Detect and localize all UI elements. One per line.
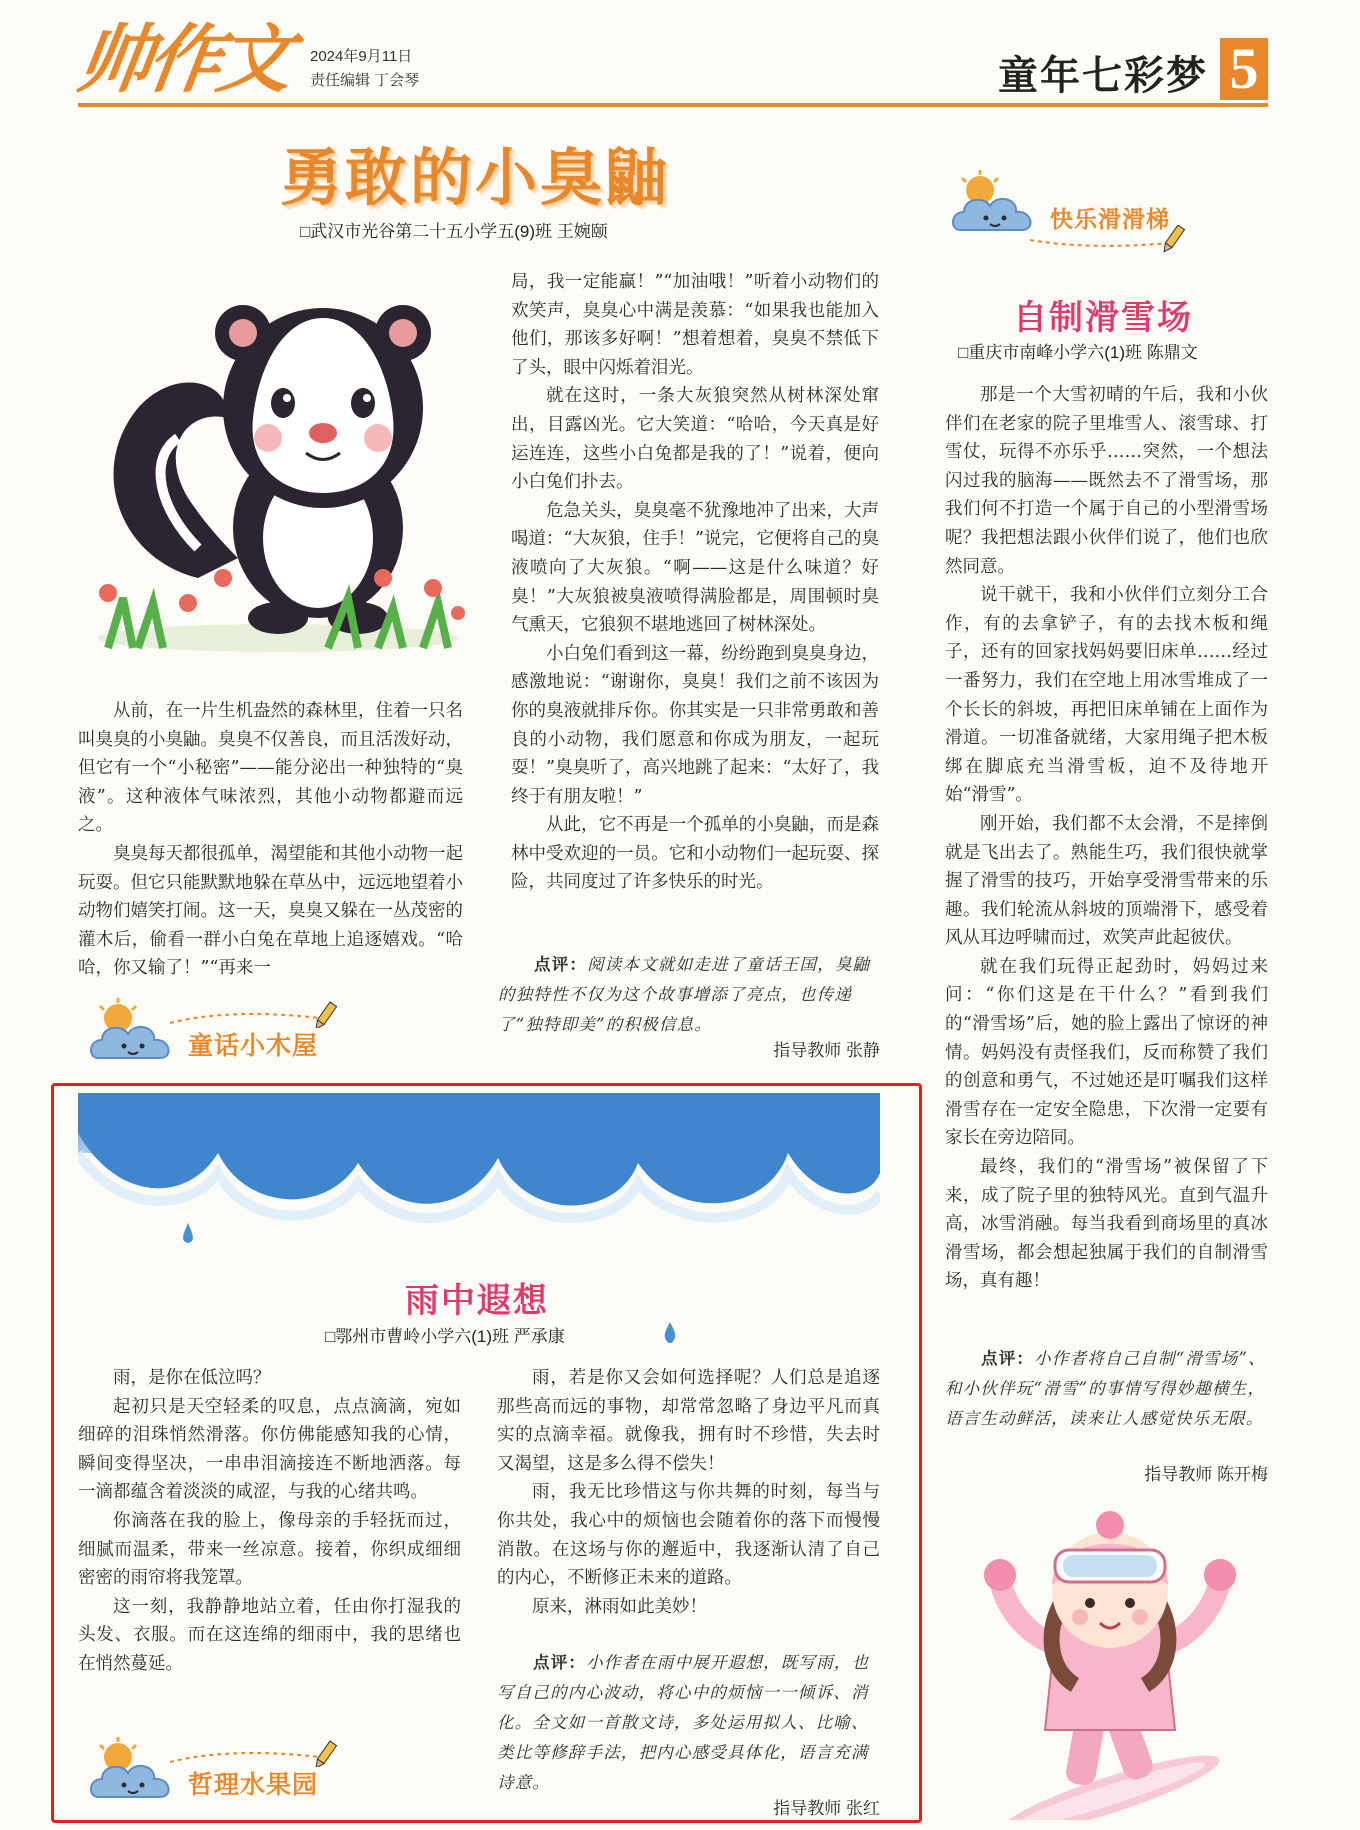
rain-article-right-column [497, 1364, 880, 1621]
section-name: 童年七彩梦 [998, 54, 1208, 98]
paragraph: 原来，淋雨如此美妙！ [532, 1596, 707, 1617]
comment-label: 点评： [981, 1349, 1035, 1368]
paragraph: 臭臭每天都很孤单，渴望能和其他小动物一起玩耍。但它只能默默地躲在草丛中，远远地望着小动物们嬉笑打闹。这一天，臭臭又躲在一丛茂密的灌木后，偷看一群小白兔在草地上追逐嬉戏。“哈哈，你又输了！”“再来一 [78, 843, 463, 979]
section-tag-label: 童话小木屋 [188, 1032, 319, 1060]
paragraph: 危急关头，臭臭毫不犹豫地冲了出来，大声喝道：“大灰狼，住手！”说完，它便将自己的臭液喷向了大灰狼。“啊——这是什么味道？好臭！”大灰狼被臭液喷得满脸都是，周围顿时臭气熏天，它狼狈不堪地逃回了树林深处。 [511, 500, 879, 636]
cloud-sun-icon [950, 168, 1040, 240]
skunk-illustration [78, 258, 478, 658]
raindrop-icon [663, 1322, 677, 1344]
paragraph: 就在这时，一条大灰狼突然从树林深处窜出，目露凶光。它大笑道：“哈哈，今天真是好运连连，这些小白兔都是我的了！”说着，便向小白兔们扑去。 [511, 386, 879, 493]
pencil-icon [170, 1737, 360, 1767]
rain-cloud-banner [78, 1093, 880, 1253]
rain-article-left-column [78, 1364, 461, 1679]
paragraph: 雨，若是你又会如何选择呢？人们总是追逐那些高而远的事物，却常常忽略了身边平凡而真实的点滴幸福。就像我，拥有时不珍惜，失去时又渴望，这是多么得不偿失！ [497, 1368, 880, 1474]
main-article-left-column [78, 697, 463, 983]
paragraph: 那是一个大雪初晴的午后，我和小伙伴们在老家的院子里堆雪人、滚雪球、打雪仗，玩得不亦乐乎……突然，一个想法闪过我的脑海——既然去不了滑雪场，那我们何不打造一个属于自己的小型滑雪场呢？我把想法跟小伙伴们说了，他们也欣然同意。 [945, 385, 1268, 577]
snow-article-comment [945, 1344, 1268, 1434]
paragraph: 从前，在一片生机盎然的森林里，住着一只名叫臭臭的小臭鼬。臭臭不仅善良，而且活泼好动，但它有一个“小秘密”——能分泌出一种独特的“臭液”。这种液体气味浓烈，其他小动物都避而远之。 [78, 701, 463, 836]
paragraph: 就在我们玩得正起劲时，妈妈过来问：“你们这是在干什么？”看到我们的“滑雪场”后，她的脸上露出了惊讶的神情。妈妈没有责怪我们，反而称赞了我们的创意和勇气，不过她还是叮嘱我们这样滑雪存在一定安全隐患，下次滑一定要有家长在旁边陪同。 [945, 956, 1268, 1149]
rain-article-byline: □鄂州市曹岭小学六(1)班 严承康 [325, 1327, 565, 1346]
main-article-byline: □武汉市光谷第二十五小学五(9)班 王婉颐 [300, 222, 608, 241]
paragraph: 这一刻，我静静地站立着，任由你打湿我的头发、衣服。而在这连绵的细雨中，我的思绪也在悄然蔓延。 [78, 1596, 461, 1674]
girl-snowboarder-illustration [975, 1495, 1245, 1820]
snow-article-title: 自制滑雪场 [1013, 299, 1193, 337]
rain-article-comment [497, 1648, 881, 1798]
snow-article-byline: □重庆市南峰小学六(1)班 陈鼎文 [958, 343, 1198, 362]
main-article-teacher: 指导教师 张静 [773, 1041, 880, 1060]
main-article-comment [498, 950, 882, 1040]
masthead-rule [78, 103, 1268, 107]
paragraph: 局，我一定能赢！”“加油哦！”听着小动物们的欢笑声，臭臭心中满是羡慕：“如果我也能加入他们，那该多好啊！”想着想着，臭臭不禁低下了头，眼中闪烁着泪光。 [511, 272, 879, 378]
page-number: 5 [1220, 38, 1268, 100]
paragraph: 小白兔们看到这一幕，纷纷跑到臭臭身边，感激地说：“谢谢你，臭臭！我们之前不该因为你的臭液就排斥你。你其实是一只非常勇敢和善良的小动物，我们愿意和你成为朋友，一起玩耍！”臭臭听了，高兴地跳了起来：“太好了，我终于有朋友啦！” [511, 643, 879, 807]
snow-article-column [945, 381, 1268, 1296]
paragraph: 起初只是天空轻柔的叹息，点点滴滴，宛如细碎的泪珠悄然滑落。你仿佛能感知我的心情，瞬间变得坚决，一串串泪滴接连不断地洒落。每一滴都蕴含着淡淡的咸涩，与我的心绪共鸣。 [78, 1396, 461, 1503]
comment-label: 点评： [534, 955, 588, 974]
section-tag-label: 快乐滑滑梯 [1050, 206, 1170, 232]
section-tag-label: 哲理水果园 [188, 1771, 319, 1799]
comment-label: 点评： [533, 1653, 587, 1672]
paragraph: 你滴落在我的脸上，像母亲的手轻抚而过，细腻而温柔，带来一丝凉意。接着，你织成细细密密的雨帘将我笼罩。 [78, 1510, 461, 1589]
main-article-title: 勇敢的小臭鼬 [280, 144, 671, 213]
paragraph: 最终，我们的“滑雪场”被保留了下来，成了院子里的独特风光。直到气温升高，冰雪消融。每当我看到商场里的真冰滑雪场，都会想起独属于我们的自制滑雪场，真有趣！ [945, 1157, 1268, 1292]
masthead-logo: 帅作文 [71, 17, 295, 103]
paragraph: 雨，我无比珍惜这与你共舞的时刻，每当与你共处，我心中的烦恼也会随着你的落下而慢慢消散。在这场与你的邂逅中，我逐渐认清了自己的内心，不断修正未来的道路。 [497, 1482, 880, 1589]
paragraph: 说干就干，我和小伙伴们立刻分工合作，有的去拿铲子，有的去找木板和绳子，还有的回家找妈妈要旧床单……经过一番努力，我们在空地上用冰雪堆成了一个长长的斜坡，再把旧床单铺在上面作为滑道。一切准备就绪，大家用绳子把木板绑在脚底充当滑雪板，迫不及待地开始“滑雪”。 [945, 585, 1268, 806]
pencil-icon [1030, 225, 1200, 255]
cloud-sun-icon [88, 1735, 178, 1807]
comment-text: 阅读本文就如走进了童话王国，臭鼬的独特性不仅为这个故事增添了亮点，也传递了“独特即美”的积极信息。 [498, 955, 871, 1034]
cloud-sun-icon [88, 996, 178, 1068]
snow-article-teacher: 指导教师 陈开梅 [1144, 1465, 1268, 1484]
paragraph: 从此，它不再是一个孤单的小臭鼬，而是森林中受欢迎的一员。它和小动物们一起玩耍、探险，共同度过了许多快乐的时光。 [511, 815, 879, 893]
issue-meta [310, 45, 419, 93]
comment-text: 小作者将自己自制“滑雪场”、和小伙伴玩“滑雪”的事情写得妙趣横生，语言生动鲜活，读来让人感觉快乐无限。 [945, 1349, 1266, 1428]
rain-article-teacher: 指导教师 张红 [773, 1799, 880, 1818]
comment-text: 小作者在雨中展开遐想，既写雨，也写自己的内心波动，将心中的烦恼一一倾诉、消化。全文如一首散文诗，多处运用拟人、比喻、类比等修辞手法，把内心感受具体化，语言充满诗意。 [497, 1653, 870, 1792]
pencil-icon [170, 998, 360, 1028]
main-article-right-column [511, 268, 879, 897]
paragraph: 刚开始，我们都不太会滑，不是摔倒就是飞出去了。熟能生巧，我们很快就掌握了滑雪的技巧，开始享受滑雪带来的乐趣。我们轮流从斜坡的顶端滑下，感受着风从耳边呼啸而过，欢笑声此起彼伏。 [945, 813, 1268, 949]
issue-editor: 责任编辑 丁会琴 [310, 72, 420, 89]
issue-date: 2024年9月11日 [310, 48, 413, 65]
paragraph: 雨，是你在低泣吗？ [113, 1368, 271, 1388]
rain-article-title: 雨中遐想 [405, 1282, 549, 1320]
